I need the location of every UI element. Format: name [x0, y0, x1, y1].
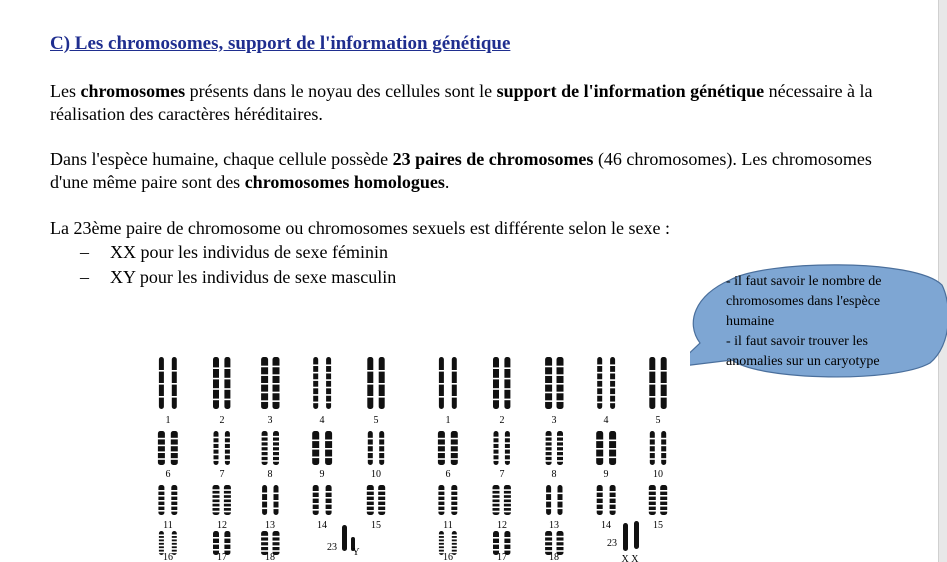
section-heading: C) Les chromosomes, support de l'information génétique — [50, 33, 511, 54]
chromosome-pair — [367, 431, 384, 465]
chromosome-pair — [493, 431, 510, 465]
chromosome-number: 16 — [163, 552, 173, 562]
chromosome-number: 3 — [267, 415, 273, 426]
chromosome-pair — [546, 485, 563, 515]
bold-text: chromosomes — [80, 81, 186, 101]
paragraph-chromosomes — [50, 80, 880, 126]
chromosome-number: 4 — [603, 415, 609, 426]
chromosome-number: 17 — [217, 552, 227, 562]
chromosome-pair — [649, 357, 667, 409]
chromosome-number: 16 — [443, 552, 453, 562]
chromosome-number: 9 — [603, 469, 609, 480]
chromosome — [438, 431, 445, 465]
chromosome-pair — [262, 485, 279, 515]
chromosome — [158, 431, 165, 465]
chromosome-number: 3 — [551, 415, 557, 426]
chromosome-number: 4 — [319, 415, 325, 426]
chromosome-number: 8 — [267, 469, 273, 480]
chromosome-pair — [597, 357, 616, 409]
bold-text: chromosomes homologues — [244, 172, 445, 192]
chromosome-number: 12 — [497, 520, 507, 531]
chromosome-pair — [261, 431, 279, 465]
chromosome-pair — [213, 357, 231, 409]
chromosome-pair — [437, 431, 458, 465]
karyotype-drawing — [150, 345, 675, 562]
chromosome-number: Y — [352, 547, 360, 558]
chromosome — [368, 431, 373, 465]
chromosome — [224, 357, 230, 409]
chromosome — [661, 431, 666, 465]
bullet-male — [80, 266, 396, 289]
chromosome-number: 7 — [499, 469, 505, 480]
bullet-dash: – — [80, 242, 89, 262]
chromosome-number: 18 — [265, 552, 275, 562]
chromosome-pair — [596, 485, 616, 515]
chromosome-pair — [312, 431, 333, 465]
bold-text: 23 paires de chromosomes — [392, 149, 594, 169]
chromosome-pair — [545, 431, 563, 465]
chromosome-number: 11 — [443, 520, 453, 531]
chromosome-number: 7 — [219, 469, 225, 480]
chromosome-number: X X — [621, 554, 639, 562]
chromosome-number: 23 — [607, 538, 617, 549]
chromosome-number: 1 — [445, 415, 451, 426]
chromosome-number: 6 — [445, 469, 451, 480]
chromosome-pair — [158, 485, 178, 515]
chromosome-number: 5 — [373, 415, 379, 426]
chromosome — [213, 357, 219, 409]
chromosome — [451, 431, 458, 465]
text: (46 chromosomes). Les chromosomes d'une même paire sont des — [50, 149, 872, 192]
bubble-line: - il faut savoir trouver les anomalies sur un caryotype — [726, 334, 880, 369]
chromosome-number: 15 — [371, 520, 381, 531]
chromosome-pair — [545, 357, 564, 409]
chromosome-pair — [649, 431, 666, 465]
text: Les — [50, 81, 81, 101]
chromosome-number: 15 — [653, 520, 663, 531]
bullet-female — [80, 241, 388, 264]
x-chromosome — [342, 525, 347, 551]
chromosome-number: 18 — [549, 552, 559, 562]
chromosome-pair — [596, 431, 617, 465]
chromosome-number: 23 — [327, 542, 337, 553]
paragraph-human-species — [50, 148, 880, 194]
text: présents dans le noyau des cellules sont le — [185, 81, 497, 101]
chromosome — [504, 357, 510, 409]
paragraph-sex-chromosomes: La 23ème paire de chromosome ou chromosomes sexuels est différente selon le sexe : — [50, 218, 670, 238]
chromosome-number: 11 — [163, 520, 173, 531]
bullet-dash: – — [80, 267, 89, 287]
chromosome-number: 6 — [165, 469, 171, 480]
chromosome-pair — [158, 357, 177, 409]
bullet-text: XY pour les individus de sexe masculin — [110, 267, 397, 287]
chromosome-number: 13 — [549, 520, 559, 531]
chromosome-number: 14 — [317, 520, 327, 531]
chromosome — [493, 357, 499, 409]
chromosome-number: 9 — [319, 469, 325, 480]
chromosome-number: 2 — [499, 415, 505, 426]
karyotype-image — [150, 345, 675, 562]
x-chromosome — [623, 523, 628, 551]
chromosome-number: 8 — [551, 469, 557, 480]
chromosome-pair — [366, 485, 385, 515]
chromosome-number: 10 — [371, 469, 381, 480]
chromosome-pair — [157, 431, 178, 465]
chromosome-number: 13 — [265, 520, 275, 531]
text: nécessaire à la réalisation des caractères héréditaires. — [50, 81, 873, 124]
chromosome-number: 14 — [601, 520, 611, 531]
chromosome-pair — [212, 485, 231, 515]
chromosome-number: 17 — [497, 552, 507, 562]
chromosome-pair — [493, 357, 511, 409]
chromosome-pair — [438, 357, 457, 409]
chromosome-pair — [313, 357, 332, 409]
chromosome-pair — [367, 357, 385, 409]
chromosome-number: 12 — [217, 520, 227, 531]
chromosome-number: 5 — [655, 415, 661, 426]
chromosome-pair — [261, 357, 280, 409]
chromosome — [171, 431, 178, 465]
chromosome-pair — [438, 485, 458, 515]
chromosome — [379, 431, 384, 465]
bold-text: support de l'information génétique — [496, 81, 765, 101]
chromosome-number: 1 — [165, 415, 171, 426]
chromosome-pair — [213, 431, 230, 465]
chromosome — [650, 431, 655, 465]
chromosome-pair — [312, 485, 332, 515]
x-chromosome — [634, 521, 639, 549]
bullet-text: XX pour les individus de sexe féminin — [110, 242, 388, 262]
chromosome-pair — [492, 485, 511, 515]
text: Dans l'espèce humaine, chaque cellule possède — [50, 149, 393, 169]
chromosome-number: 2 — [219, 415, 225, 426]
chromosome-pair — [648, 485, 667, 515]
chromosome-number: 10 — [653, 469, 663, 480]
speech-bubble-text — [726, 272, 926, 372]
bubble-line: - il faut savoir le nombre de chromosomes dans l'espèce humaine — [726, 274, 882, 329]
text: . — [444, 172, 450, 192]
